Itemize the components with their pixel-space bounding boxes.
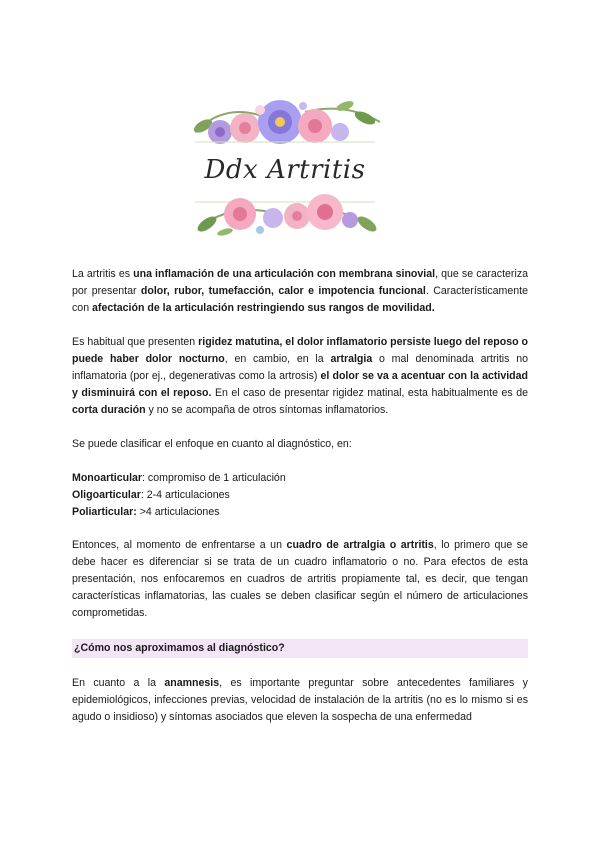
paragraph-definition: La artritis es una inflamación de una articulación con membrana sinovial, que se caracteriza por presentar dolor, rubor, tumefacción, calor e impotencia funcional. Característicamente con afectación de la articulación restringiendo sus rangos de movilidad.	[72, 268, 529, 314]
document-title: Ddx Artritis	[204, 155, 366, 185]
document-body	[72, 266, 528, 743]
floral-wreath-top-icon	[192, 99, 380, 144]
list-item: Monoarticular: compromiso de 1 articulación	[72, 472, 286, 484]
paragraph-characteristics: Es habitual que presenten rigidez matutina, el dolor inflamatorio persiste luego del reposo o puede haber dolor nocturno, en cambio, en la artralgia o mal denominada artritis no inflamatoria (por ej., degenerativas como la artrosis) el dolor se va a acentuar con la actividad y disminuirá con el reposo. En el caso de presentar rigidez matinal, esta habitualmente es de corta duración y no se acompaña de otros síntomas inflamatorios.	[72, 336, 529, 416]
section-heading: ¿Cómo nos aproximamos al diagnóstico?	[72, 639, 528, 658]
paragraph-approach: Entonces, al momento de enfrentarse a un cuadro de artralgia o artritis, lo primero que se debe hacer es diferenciar si se trata de un cuadro inflamatorio o no. Para efectos de esta presentación, nos enfocaremos en cuadros de artritis propiamente tal, es decir, que tengan características inflamatorias, las cuales se deben clasificar según el número de articulaciones comprometidas.	[72, 539, 528, 619]
paragraph-classification-intro: Se puede clasificar el enfoque en cuanto al diagnóstico, en:	[72, 438, 352, 450]
list-item: Poliarticular: >4 articulaciones	[72, 506, 220, 518]
classification-list	[72, 470, 528, 521]
floral-wreath-bottom-icon	[195, 194, 379, 237]
list-item: Oligoarticular: 2-4 articulaciones	[72, 489, 230, 501]
paragraph-anamnesis: En cuanto a la anamnesis, es importante preguntar sobre antecedentes familiares y epidemiológicos, infecciones previas, velocidad de instalación de la artritis (no es lo mismo si es agudo o insidioso) y síntomas asociados que eleven la sospecha de una enfermedad	[72, 677, 528, 723]
